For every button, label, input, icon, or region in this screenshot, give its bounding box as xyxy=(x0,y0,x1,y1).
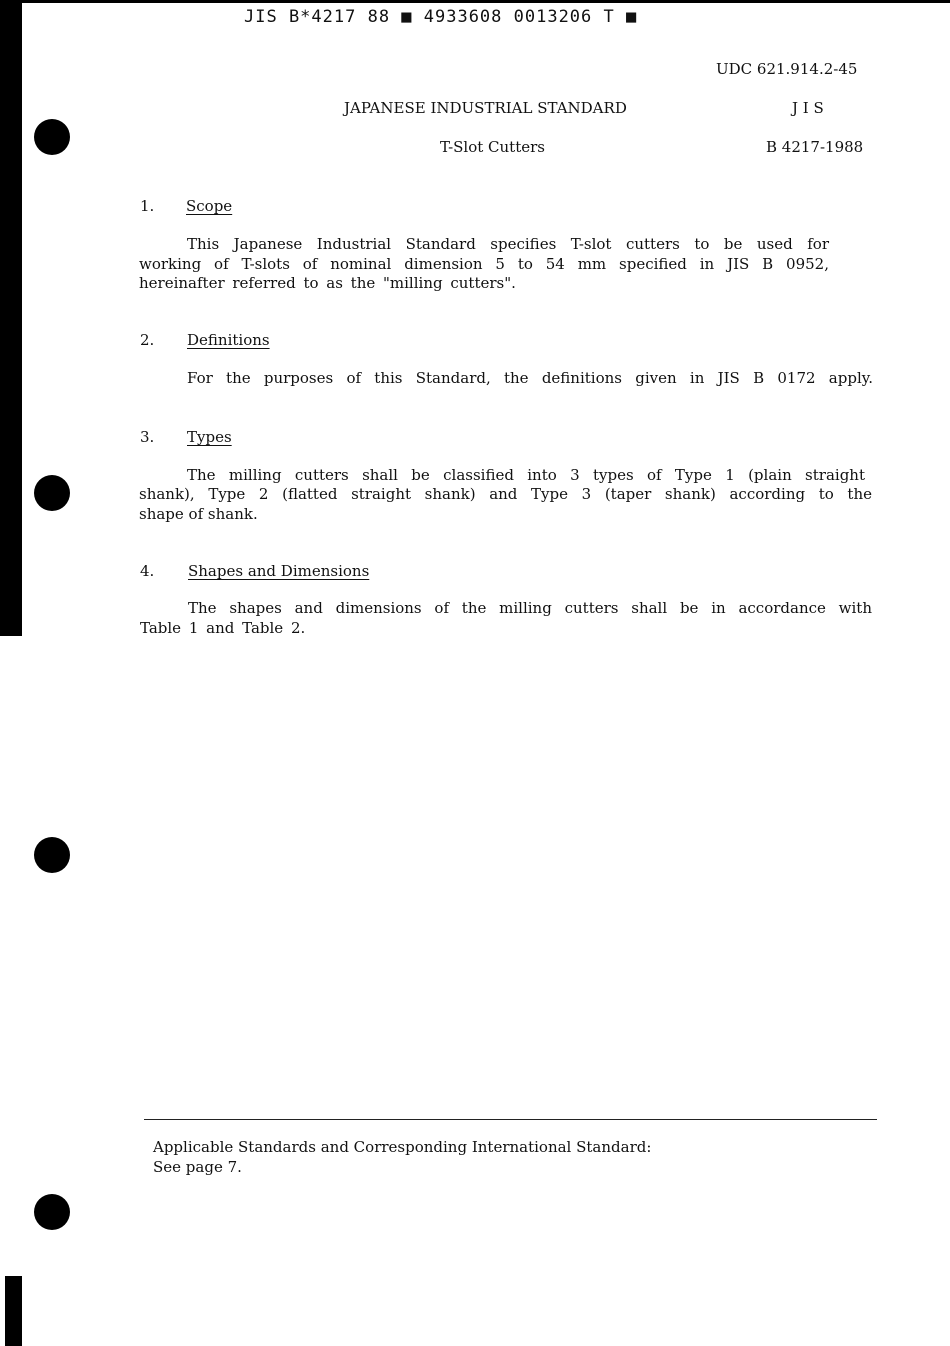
section-number: 2. xyxy=(140,331,155,349)
punch-hole xyxy=(34,475,70,511)
paragraph-line: working of T-slots of nominal dimension 5 to 54 mm specified in JIS B 0952, xyxy=(139,255,829,273)
paragraph-line: This Japanese Industrial Standard specifies T-slot cutters to be used for xyxy=(187,235,829,253)
punch-hole xyxy=(34,837,70,873)
standard-number: B 4217-1988 xyxy=(766,138,864,156)
jis-label: J I S xyxy=(792,99,824,117)
section-heading: Types xyxy=(187,428,232,446)
section-heading: Definitions xyxy=(187,331,270,349)
paragraph-line: Table 1 and Table 2. xyxy=(140,619,306,637)
udc-number: UDC 621.914.2-45 xyxy=(716,60,858,78)
paragraph-line: shank), Type 2 (flatted straight shank) and Type 3 (taper shank) according to the xyxy=(139,485,872,503)
footnote-line: See page 7. xyxy=(153,1158,242,1176)
scan-left-edge xyxy=(0,0,22,636)
section-number: 1. xyxy=(140,197,155,215)
paragraph-line: hereinafter referred to as the "milling cutters". xyxy=(139,274,516,292)
paragraph-line: shape of shank. xyxy=(139,505,258,523)
paragraph-line: For the purposes of this Standard, the definitions given in JIS B 0172 apply. xyxy=(187,369,873,387)
punch-hole xyxy=(34,1194,70,1230)
scan-header: JIS B*4217 88 ■ 4933608 0013206 T ■ xyxy=(244,7,638,27)
footnote-rule xyxy=(144,1119,877,1120)
paragraph-line: The milling cutters shall be classified into 3 types of Type 1 (plain straight xyxy=(187,466,865,484)
punch-hole xyxy=(34,119,70,155)
paragraph-line: The shapes and dimensions of the milling cutters shall be in accordance with xyxy=(188,599,872,617)
section-number: 3. xyxy=(140,428,155,446)
section-heading: Scope xyxy=(186,197,233,215)
scan-left-edge-bottom xyxy=(5,1276,22,1346)
document-title: T-Slot Cutters xyxy=(440,138,545,156)
footnote-line: Applicable Standards and Corresponding International Standard: xyxy=(153,1138,652,1156)
section-number: 4. xyxy=(140,562,155,580)
scan-top-edge xyxy=(0,0,950,3)
standard-type: JAPANESE INDUSTRIAL STANDARD xyxy=(344,99,627,117)
section-heading: Shapes and Dimensions xyxy=(188,562,370,580)
